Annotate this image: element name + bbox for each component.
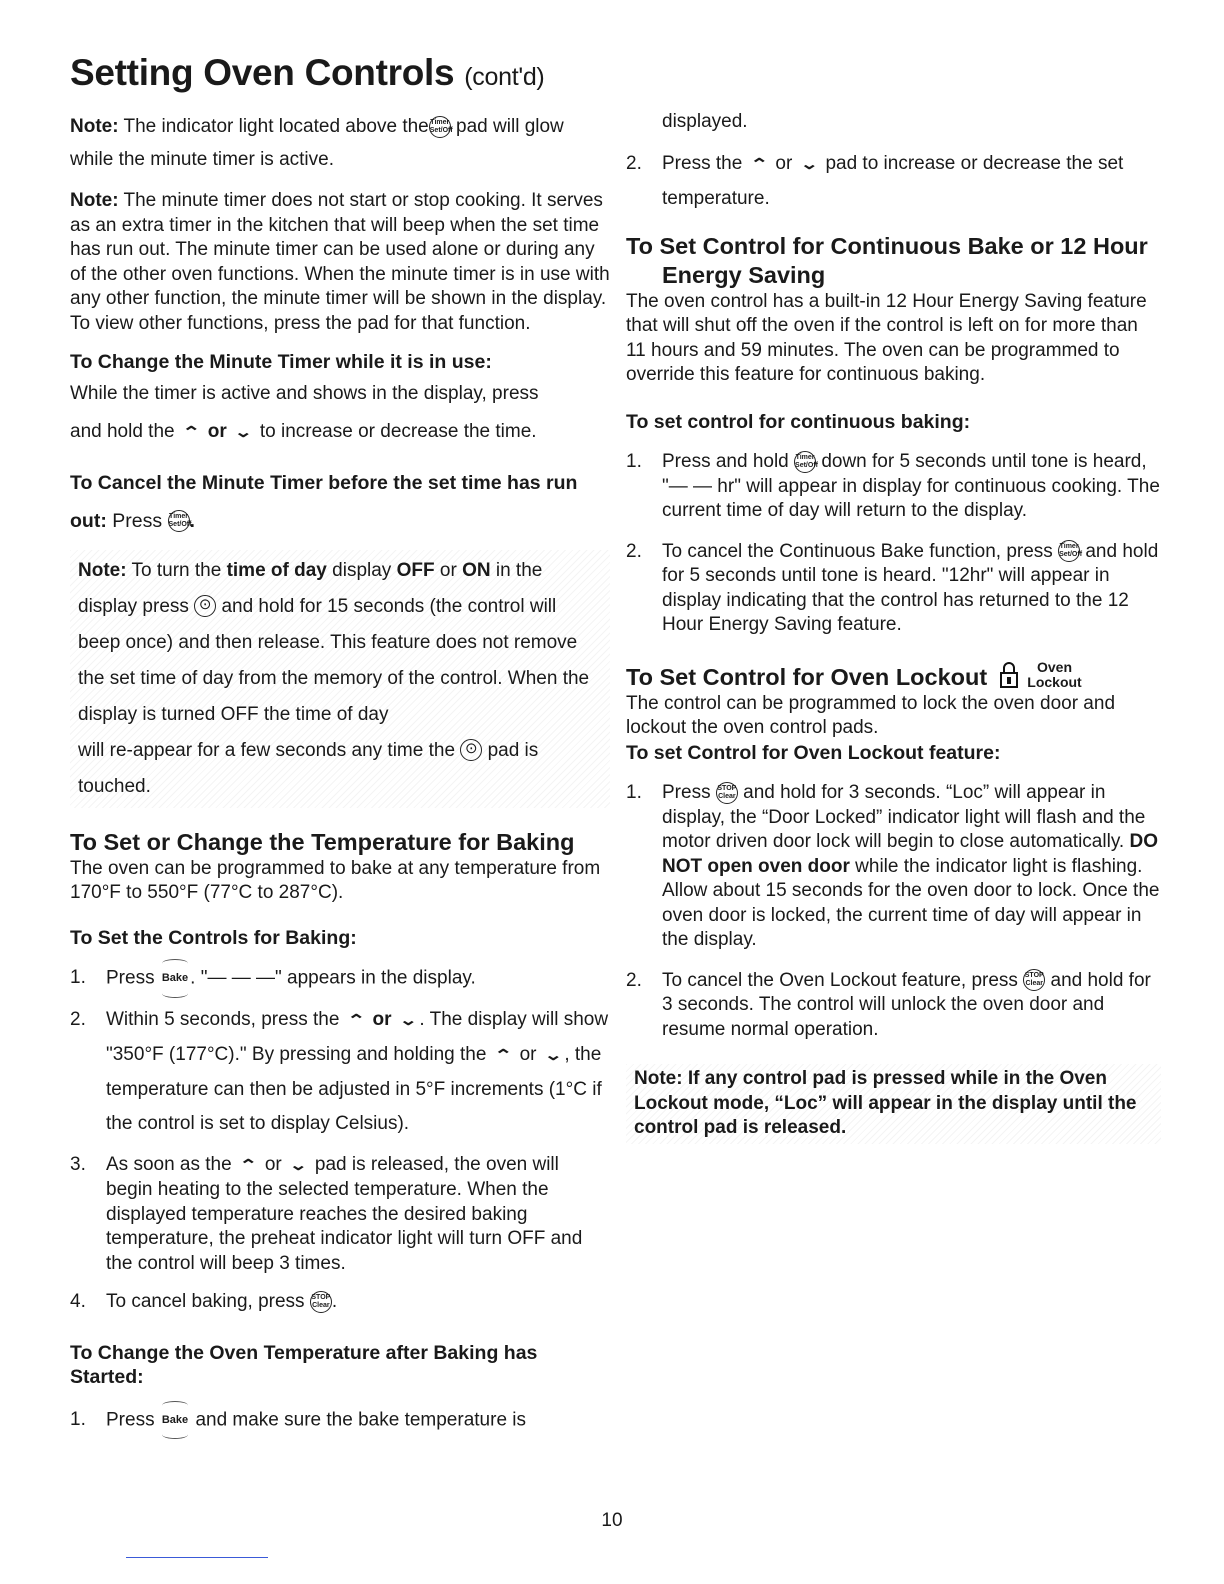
bake-step-1: 1. Press Bake . "— — —" appears in the display.: [70, 966, 610, 991]
up-arrow-icon: ⌃: [749, 155, 769, 173]
right-column: [626, 110, 1161, 1144]
time-of-day-note: Note: To turn the time of day display OFF or ON in the display press ⊙ and hold for 15 seconds (the control will beep once) and then release. This feature does not remove the set time of day from the memory of the control. When the display is turned OFF the time of day will re-appear for a few seconds any time the ⊙ pad is touched.: [70, 550, 610, 808]
page-title-main: Setting Oven Controls: [70, 52, 455, 93]
oven-lockout-label: Oven Lockout: [1027, 658, 1082, 690]
down-arrow-icon: ⌄: [543, 1046, 563, 1064]
note-timer-light: Note: The indicator light located above the Timer Set/Off pad will glow while the minute timer is active.: [70, 116, 564, 170]
continuous-step-1: 1. Press and hold Timer Set/Off down for 5 seconds until tone is heard, "— — hr" will appear in display for continuous cooking. The current time of day will return to the display.: [626, 451, 1160, 521]
up-arrow-icon: ⌃: [493, 1046, 513, 1064]
continuous-sub-heading: To set control for continuous baking:: [626, 410, 971, 433]
bake-section-heading: To Set or Change the Temperature for Baking: [70, 828, 575, 855]
stop-clear-pad-icon: STOP Clear: [716, 782, 738, 804]
stop-clear-pad-icon: STOP Clear: [310, 1291, 332, 1313]
up-arrow-icon: ⌃: [181, 423, 201, 441]
timer-pad-icon: Timer Set/Off: [168, 510, 190, 532]
clock-pad-icon: ⊙: [194, 595, 216, 617]
change-timer-heading: To Change the Minute Timer while it is in use:: [70, 351, 492, 373]
lockout-step-2: 2. To cancel the Oven Lockout feature, press STOP Clear and hold for 3 seconds. The control will unlock the oven door and resume normal operation.: [626, 969, 1151, 1040]
change-temp-step-2: 2. Press the ⌃ or ⌄ pad to increase or decrease the set temperature.: [626, 147, 1161, 216]
down-arrow-icon: ⌄: [288, 1156, 308, 1174]
continuous-intro: The oven control has a built-in 12 Hour Energy Saving feature that will shut off the oven if the control is left on for more than 11 hours and 59 minutes. The oven can be programmed to override this feature for continuous baking.: [626, 290, 1147, 385]
lockout-heading: To Set Control for Oven Lockout Oven Lockout: [626, 658, 1082, 690]
stop-clear-pad-icon: STOP Clear: [1023, 969, 1045, 991]
note-minute-timer: Note: The minute timer does not start or stop cooking. It serves as an extra timer in the kitchen that will beep when the set time has run out. The minute timer can be used alone or during any of the other oven functions. When the minute timer is in use with any other function, the minute timer will be shown in the display. To view other functions, press the pad for that function.: [70, 190, 610, 334]
up-arrow-icon: ⌃: [346, 1011, 366, 1029]
footer-rule: [126, 1557, 268, 1558]
bake-section-intro: The oven can be programmed to bake at any temperature from 170°F to 550°F (77°C to 287°C).: [70, 857, 601, 903]
set-controls-heading: To Set the Controls for Baking:: [70, 926, 357, 949]
continuous-heading: To Set Control for Continuous Bake or 12 Hour Energy Saving: [626, 232, 1148, 288]
down-arrow-icon: ⌄: [799, 155, 819, 173]
change-temp-step-1-cont: displayed.: [662, 111, 748, 132]
timer-pad-icon: Timer Set/Off: [794, 451, 816, 473]
up-arrow-icon: ⌃: [238, 1156, 258, 1174]
bake-step-2: 2. Within 5 seconds, press the ⌃ or ⌄. The display will show "350°F (177°C)." By pressing and holding the ⌃ or ⌄, the temperature can then be adjusted in 5°F increments (1°C if the control is set to display Celsius).: [70, 1003, 610, 1141]
change-temp-step-1: 1. Press Bake and make sure the bake temperature is: [70, 1408, 610, 1433]
change-temp-heading: To Change the Oven Temperature after Baking has Started:: [70, 1341, 538, 1389]
bake-step-4: 4. To cancel baking, press STOP Clear .: [70, 1291, 338, 1313]
continuous-step-2: 2. To cancel the Continuous Bake function, press Timer Set/Off and hold for 5 seconds until tone is heard. "12hr" will appear in display indicating that the control has returned to the 12 Hour Energy Saving feature.: [626, 540, 1159, 635]
lock-icon: [1000, 662, 1018, 688]
bake-pad-icon: Bake: [160, 1408, 190, 1433]
change-timer-text: While the timer is active and shows in the display, press and hold the ⌃ or ⌄ to increase or decrease the time.: [70, 375, 610, 452]
clock-pad-icon: ⊙: [460, 739, 482, 761]
bake-pad-icon: Bake: [160, 966, 190, 991]
down-arrow-icon: ⌄: [233, 423, 253, 441]
lockout-step-1: 1. Press STOP Clear and hold for 3 seconds. “Loc” will appear in display, the “Door Locked” indicator light will flash and the motor driven door lock will begin to close automatically. DO NOT open oven door while the indicator light is flashing. Allow about 15 seconds for the oven door to lock. Once the oven door is locked, the current time of day will appear in the display.: [626, 782, 1160, 950]
page-title: [70, 52, 544, 94]
page-number: 10: [601, 1510, 623, 1531]
page-title-sub: (cont'd): [464, 63, 545, 91]
down-arrow-icon: ⌄: [398, 1011, 418, 1029]
lockout-sub-heading: To set Control for Oven Lockout feature:: [626, 741, 1001, 764]
left-column: [70, 110, 610, 1433]
lockout-note: Note: If any control pad is pressed while in the Oven Lockout mode, “Loc” will appear in the display until the control pad is released.: [626, 1064, 1161, 1144]
bake-step-3: 3. As soon as the ⌃ or ⌄ pad is released, the oven will begin heating to the selected temperature. When the displayed temperature reaches the desired baking temperature, the preheat indicator light will turn OFF and the control will beep 3 times.: [70, 1153, 583, 1274]
timer-pad-icon: Timer Set/Off: [1058, 540, 1080, 562]
cancel-timer-heading: To Cancel the Minute Timer before the set time has run out: Press Timer Set/Off.: [70, 471, 578, 532]
timer-pad-icon: Timer Set/Off: [429, 116, 451, 138]
lockout-intro: The control can be programmed to lock the oven door and lockout the oven control pads.: [626, 692, 1116, 738]
